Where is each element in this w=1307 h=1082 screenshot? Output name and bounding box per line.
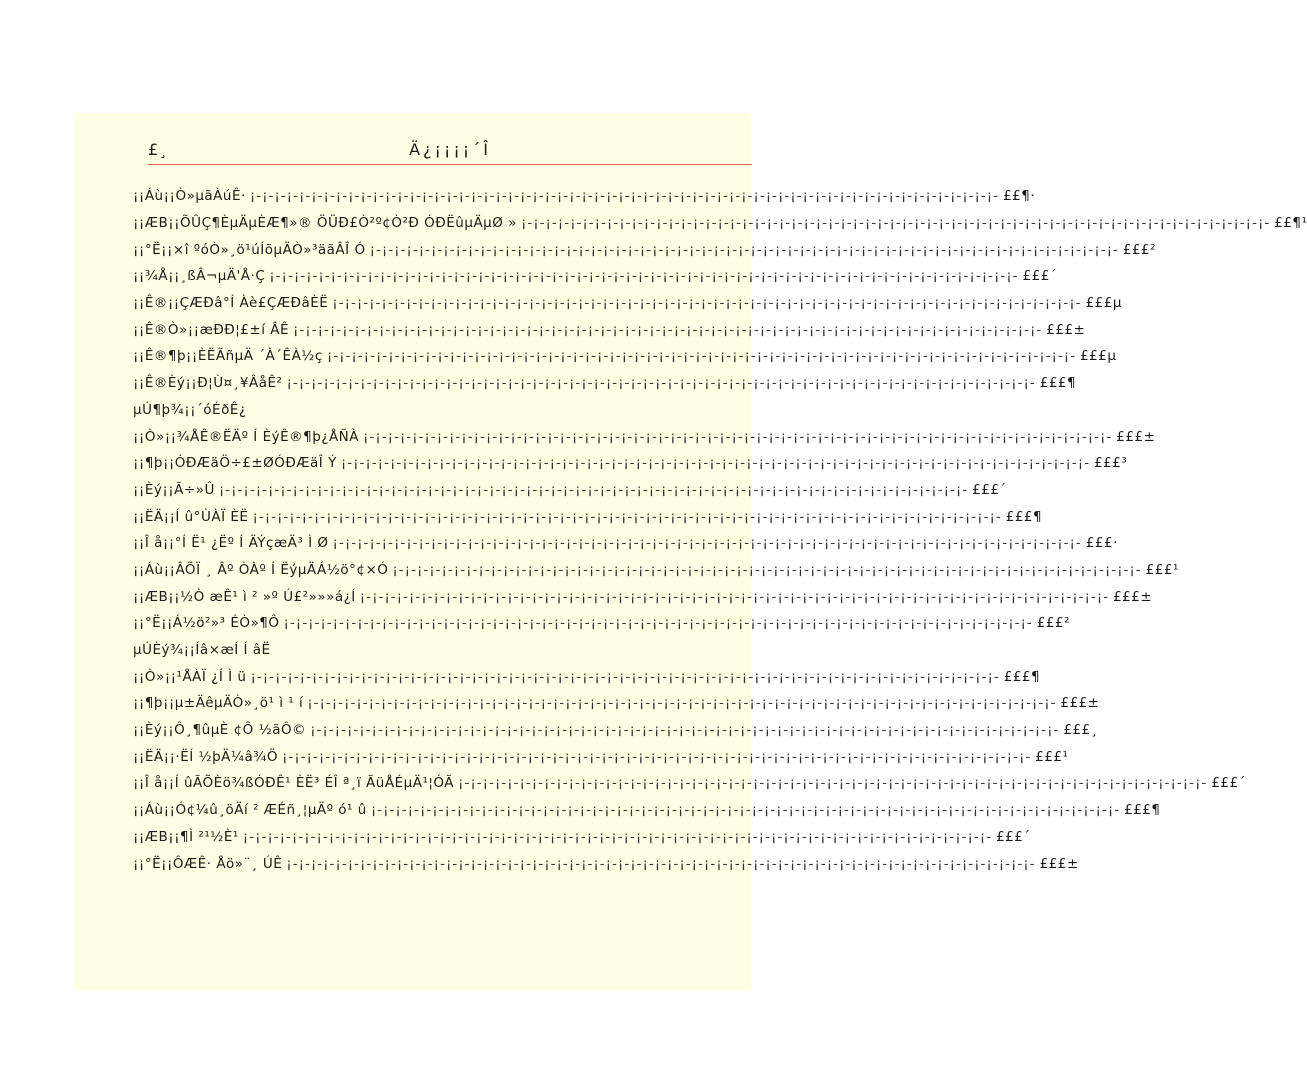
toc-entry-page-number: £££² [1122,241,1157,258]
toc-dot-leader: ¡-¡-¡-¡-¡-¡-¡-¡-¡-¡-¡-¡-¡-¡-¡-¡-¡-¡-¡-¡-¡-¡-¡-¡-¡-¡-¡-¡-¡-¡-¡-¡-¡-¡-¡-¡-¡-¡-¡-¡-¡-¡-¡-¡-¡-¡-¡-¡-¡-¡-¡-¡-¡-¡-¡-¡-¡-¡-¡-¡-¡- [250,668,1000,685]
toc-entry-title: ¡¡Ò»¡¡¹ÅÀÏ ¿Í Ì ü [133,668,247,685]
toc-entry[interactable] [133,850,1079,877]
toc-entry-page-number: £££´ [972,481,1007,498]
toc-dot-leader: ¡-¡-¡-¡-¡-¡-¡-¡-¡-¡-¡-¡-¡-¡-¡-¡-¡-¡-¡-¡-¡-¡-¡-¡-¡-¡-¡-¡-¡-¡-¡-¡-¡-¡-¡-¡-¡-¡-¡-¡-¡-¡-¡-¡-¡-¡-¡-¡-¡-¡-¡-¡-¡-¡-¡-¡-¡-¡-¡-¡-¡- [332,535,1082,552]
toc-dot-leader: ¡-¡-¡-¡-¡-¡-¡-¡-¡-¡-¡-¡-¡-¡-¡-¡-¡-¡-¡-¡-¡-¡-¡-¡-¡-¡-¡-¡-¡-¡-¡-¡-¡-¡-¡-¡-¡-¡-¡-¡-¡-¡-¡-¡-¡-¡-¡-¡-¡-¡-¡-¡-¡-¡-¡-¡-¡-¡-¡-¡-¡- [281,748,1032,765]
toc-entry-title: ¡¡¶þ¡¡µ±ÄêµÄÒ»¸ö¹ ì ¹ í [133,695,304,712]
toc-entry[interactable] [133,183,1036,210]
toc-entry-title: ¡¡Áù¡¡ÂÕÏ ¸ Âº ÒÀº Í ËýµÄÁ½ö°¢×Ó [133,561,389,578]
toc-dot-leader: ¡-¡-¡-¡-¡-¡-¡-¡-¡-¡-¡-¡-¡-¡-¡-¡-¡-¡-¡-¡-¡-¡-¡-¡-¡-¡-¡-¡-¡-¡-¡-¡-¡-¡-¡-¡-¡-¡-¡-¡-¡-¡-¡-¡-¡-¡-¡-¡-¡-¡-¡-¡-¡-¡-¡-¡-¡-¡-¡-¡-¡- [520,215,1271,232]
toc-entry-title: ¡¡Ò»¡¡¾ÅÊ®ËÄº Í ÈýÊ®¶þ¿ÅÑÀ [133,428,360,445]
toc-entry-title: ¡¡Ê®Ò»¡¡æÐÐ¦£±í ÂÊ [133,321,289,338]
toc-entry-page-number: ££¶¹ [1274,215,1307,232]
toc-entry-title: ¡¡Ê®Èý¡¡Ð¦Ù¤¸¥ÂåÊ² [133,375,283,392]
toc-entry-title: ¡¡Î å¡¡Í ûÃÕÈö¾ßÓÐÊ¹ ÈË³ ÉÎ ª¸ï ÃüÅÉµÄ¹¦ÓÃ [133,775,455,792]
page-heading: Ä¿¡¡¡¡´Î [409,140,491,159]
toc-entry[interactable] [133,690,1100,717]
toc-entry-title: ¡¡¶þ¡¡ÓÐÆäÖ÷£±ØÓÐÆäÎ Ý [133,455,337,472]
toc-dot-leader: ¡-¡-¡-¡-¡-¡-¡-¡-¡-¡-¡-¡-¡-¡-¡-¡-¡-¡-¡-¡-¡-¡-¡-¡-¡-¡-¡-¡-¡-¡-¡-¡-¡-¡-¡-¡-¡-¡-¡-¡-¡-¡-¡-¡-¡-¡-¡-¡-¡-¡-¡-¡-¡-¡-¡-¡-¡-¡-¡-¡-¡- [332,295,1082,312]
toc-entry-page-number: £££µ [1080,348,1117,365]
toc-entry-page-number: ££¶· [1003,188,1036,205]
toc-entry-title: ¡¡ÆB¡¡¶Ì ²¹½È¹ [133,828,239,845]
toc-entry-title: ¡¡ËÄ¡¡·ËÍ ½þÄ¼â¾Ö [133,748,278,765]
toc-entry[interactable] [133,370,1077,397]
toc-dot-leader: ¡-¡-¡-¡-¡-¡-¡-¡-¡-¡-¡-¡-¡-¡-¡-¡-¡-¡-¡-¡-¡-¡-¡-¡-¡-¡-¡-¡-¡-¡-¡-¡-¡-¡-¡-¡-¡-¡-¡-¡-¡-¡-¡-¡-¡-¡-¡-¡-¡-¡-¡-¡-¡-¡-¡-¡-¡-¡-¡-¡-¡- [286,855,1036,872]
toc-entry-title: ¡¡°Ë¡¡×î ºóÒ»¸ö¹úÍõµÄÒ»³äãÂÎ Ó [133,241,366,258]
page-header [148,138,752,165]
toc-entry[interactable] [133,343,1117,370]
toc-entry-title: ¡¡ËÄ¡¡Í û°ÙÀÏ ÈË [133,508,249,525]
toc-entry-page-number: £££´ [1211,775,1246,792]
toc-entry-title: ¡¡Áù¡¡Ò»µãÀúÊ· [133,188,246,205]
toc-dot-leader: ¡-¡-¡-¡-¡-¡-¡-¡-¡-¡-¡-¡-¡-¡-¡-¡-¡-¡-¡-¡-¡-¡-¡-¡-¡-¡-¡-¡-¡-¡-¡-¡-¡-¡-¡-¡-¡-¡-¡-¡-¡-¡-¡-¡-¡-¡-¡-¡-¡-¡-¡-¡-¡-¡-¡-¡-¡-¡-¡-¡-¡- [249,188,1000,205]
table-of-contents [133,183,1307,877]
toc-entry[interactable] [133,530,1118,557]
toc-dot-leader: ¡-¡-¡-¡-¡-¡-¡-¡-¡-¡-¡-¡-¡-¡-¡-¡-¡-¡-¡-¡-¡-¡-¡-¡-¡-¡-¡-¡-¡-¡-¡-¡-¡-¡-¡-¡-¡-¡-¡-¡-¡-¡-¡-¡-¡-¡-¡-¡-¡-¡-¡-¡-¡-¡-¡-¡-¡-¡-¡-¡-¡- [283,615,1033,632]
toc-entry-title: ¡¡°Ë¡¡ÔÆÊ· Åö»¨¸ ÚÊ [133,855,283,872]
toc-entry[interactable] [133,717,1098,744]
toc-entry[interactable] [133,743,1069,770]
toc-entry[interactable] [133,477,1007,504]
toc-entry-page-number: £££¶ [1124,802,1161,819]
toc-entry-page-number: £££¹ [1035,748,1069,765]
page-number: £¸ [148,140,169,159]
toc-entry-title: ¡¡¾Å¡¡¸ßÂ¬µÄ'Å·Ç [133,268,266,285]
toc-entry-page-number: £££¹ [1145,561,1179,578]
toc-dot-leader: ¡-¡-¡-¡-¡-¡-¡-¡-¡-¡-¡-¡-¡-¡-¡-¡-¡-¡-¡-¡-¡-¡-¡-¡-¡-¡-¡-¡-¡-¡-¡-¡-¡-¡-¡-¡-¡-¡-¡-¡-¡-¡-¡-¡-¡-¡-¡-¡-¡-¡-¡-¡-¡-¡-¡-¡-¡-¡-¡-¡-¡- [370,802,1121,819]
toc-entry-page-number: £££¶ [1003,668,1041,685]
toc-entry-title: ¡¡Ê®¡¡ÇÆÐâ°Í Àè£ÇÆÐâÈË [133,295,329,312]
toc-entry-page-number: £££± [1060,695,1100,712]
toc-dot-leader: ¡-¡-¡-¡-¡-¡-¡-¡-¡-¡-¡-¡-¡-¡-¡-¡-¡-¡-¡-¡-¡-¡-¡-¡-¡-¡-¡-¡-¡-¡-¡-¡-¡-¡-¡-¡-¡-¡-¡-¡-¡-¡-¡-¡-¡-¡-¡-¡-¡-¡-¡-¡-¡-¡-¡-¡-¡-¡-¡-¡-¡- [307,695,1057,712]
toc-entry-title: ¡¡ÆB¡¡½Ò æÊ¹ ì ² »º Ú£²»»»á¿Í [133,588,356,605]
toc-entry-page-number: £££± [1046,321,1086,338]
toc-entry-page-number: £££± [1039,855,1079,872]
toc-entry-title: ¡¡Èý¡¡Ã÷»Û [133,481,215,498]
toc-entry[interactable] [133,236,1157,263]
toc-section-heading: µÚ¶þ¾¡¡´óÉðÊ¿ [133,401,247,418]
toc-entry-title: ¡¡°Ë¡¡Á½ö²»³ ÉÒ»¶Ô [133,615,280,632]
toc-entry[interactable] [133,557,1179,584]
toc-entry-page-number: £££± [1113,588,1153,605]
toc-entry[interactable] [133,423,1156,450]
toc-entry[interactable] [133,610,1070,637]
toc-entry-page-number: £££´ [1022,268,1058,285]
toc-dot-leader: ¡-¡-¡-¡-¡-¡-¡-¡-¡-¡-¡-¡-¡-¡-¡-¡-¡-¡-¡-¡-¡-¡-¡-¡-¡-¡-¡-¡-¡-¡-¡-¡-¡-¡-¡-¡-¡-¡-¡-¡-¡-¡-¡-¡-¡-¡-¡-¡-¡-¡-¡-¡-¡-¡-¡-¡-¡-¡-¡-¡-¡- [242,828,993,845]
toc-entry-page-number: £££¶ [1039,375,1077,392]
toc-entry-page-number: £££¶ [1005,508,1043,525]
toc-dot-leader: ¡-¡-¡-¡-¡-¡-¡-¡-¡-¡-¡-¡-¡-¡-¡-¡-¡-¡-¡-¡-¡-¡-¡-¡-¡-¡-¡-¡-¡-¡-¡-¡-¡-¡-¡-¡-¡-¡-¡-¡-¡-¡-¡-¡-¡-¡-¡-¡-¡-¡-¡-¡-¡-¡-¡-¡-¡-¡-¡-¡-¡- [310,722,1060,739]
page [74,113,1307,990]
toc-entry-page-number: £££³ [1094,455,1128,472]
toc-entry[interactable] [133,290,1122,317]
toc-dot-leader: ¡-¡-¡-¡-¡-¡-¡-¡-¡-¡-¡-¡-¡-¡-¡-¡-¡-¡-¡-¡-¡-¡-¡-¡-¡-¡-¡-¡-¡-¡-¡-¡-¡-¡-¡-¡-¡-¡-¡-¡-¡-¡-¡-¡-¡-¡-¡-¡-¡-¡-¡-¡-¡-¡-¡-¡-¡-¡-¡-¡-¡- [252,508,1002,525]
toc-dot-leader: ¡-¡-¡-¡-¡-¡-¡-¡-¡-¡-¡-¡-¡-¡-¡-¡-¡-¡-¡-¡-¡-¡-¡-¡-¡-¡-¡-¡-¡-¡-¡-¡-¡-¡-¡-¡-¡-¡-¡-¡-¡-¡-¡-¡-¡-¡-¡-¡-¡-¡-¡-¡-¡-¡-¡-¡-¡-¡-¡-¡-¡- [286,375,1036,392]
toc-entry[interactable] [133,263,1058,290]
toc-entry[interactable] [133,583,1153,610]
toc-dot-leader: ¡-¡-¡-¡-¡-¡-¡-¡-¡-¡-¡-¡-¡-¡-¡-¡-¡-¡-¡-¡-¡-¡-¡-¡-¡-¡-¡-¡-¡-¡-¡-¡-¡-¡-¡-¡-¡-¡-¡-¡-¡-¡-¡-¡-¡-¡-¡-¡-¡-¡-¡-¡-¡-¡-¡-¡-¡-¡-¡-¡-¡- [326,348,1077,365]
toc-entry[interactable] [133,503,1043,530]
toc-entry-page-number: £££´ [996,828,1031,845]
toc-dot-leader: ¡-¡-¡-¡-¡-¡-¡-¡-¡-¡-¡-¡-¡-¡-¡-¡-¡-¡-¡-¡-¡-¡-¡-¡-¡-¡-¡-¡-¡-¡-¡-¡-¡-¡-¡-¡-¡-¡-¡-¡-¡-¡-¡-¡-¡-¡-¡-¡-¡-¡-¡-¡-¡-¡-¡-¡-¡-¡-¡-¡-¡- [458,775,1208,792]
toc-entry-title: ¡¡Èý¡¡Ô¸¶ûµÈ ¢Ô ½ãÔ© [133,722,307,739]
toc-entry-page-number: £££µ [1085,295,1122,312]
toc-dot-leader: ¡-¡-¡-¡-¡-¡-¡-¡-¡-¡-¡-¡-¡-¡-¡-¡-¡-¡-¡-¡-¡-¡-¡-¡-¡-¡-¡-¡-¡-¡-¡-¡-¡-¡-¡-¡-¡-¡-¡-¡-¡-¡-¡-¡-¡-¡-¡-¡-¡-¡-¡-¡-¡-¡-¡-¡-¡-¡-¡-¡-¡- [218,481,969,498]
toc-entry[interactable] [133,210,1307,237]
toc-dot-leader: ¡-¡-¡-¡-¡-¡-¡-¡-¡-¡-¡-¡-¡-¡-¡-¡-¡-¡-¡-¡-¡-¡-¡-¡-¡-¡-¡-¡-¡-¡-¡-¡-¡-¡-¡-¡-¡-¡-¡-¡-¡-¡-¡-¡-¡-¡-¡-¡-¡-¡-¡-¡-¡-¡-¡-¡-¡-¡-¡-¡-¡- [392,561,1142,578]
toc-entry[interactable] [133,824,1031,851]
toc-entry[interactable] [133,797,1161,824]
toc-entry[interactable] [133,770,1246,797]
toc-dot-leader: ¡-¡-¡-¡-¡-¡-¡-¡-¡-¡-¡-¡-¡-¡-¡-¡-¡-¡-¡-¡-¡-¡-¡-¡-¡-¡-¡-¡-¡-¡-¡-¡-¡-¡-¡-¡-¡-¡-¡-¡-¡-¡-¡-¡-¡-¡-¡-¡-¡-¡-¡-¡-¡-¡-¡-¡-¡-¡-¡-¡-¡- [359,588,1110,605]
toc-dot-leader: ¡-¡-¡-¡-¡-¡-¡-¡-¡-¡-¡-¡-¡-¡-¡-¡-¡-¡-¡-¡-¡-¡-¡-¡-¡-¡-¡-¡-¡-¡-¡-¡-¡-¡-¡-¡-¡-¡-¡-¡-¡-¡-¡-¡-¡-¡-¡-¡-¡-¡-¡-¡-¡-¡-¡-¡-¡-¡-¡-¡-¡- [369,241,1119,258]
toc-entry-page-number: £££² [1036,615,1070,632]
toc-entry-title: ¡¡Î å¡¡°Í Ë¹ ¿Ëº Í ÄÝçæÄ³ Ì Ø [133,535,329,552]
toc-entry-title: ¡¡Áù¡¡Ó¢¼û¸öÄí ² ÆÉñ¸¦µÄº ó¹ û [133,802,367,819]
toc-entry-title: ¡¡Ê®¶þ¡¡ÈËÃñµÄ ´À´ÊÀ½ç [133,348,323,365]
toc-section-heading: µÚÈý¾¡¡Íâ×æÍ Í âË [133,642,271,659]
toc-entry[interactable] [133,316,1086,343]
toc-entry-page-number: £££¸ [1063,722,1098,739]
toc-entry-title: ¡¡ÆB¡¡ÕÛÇ¶ÈµÄµÈÆ¶»® ÖÜÐ£Ò²º¢Ò²Ð ÓÐËûµÄµØ » [133,215,517,232]
toc-dot-leader: ¡-¡-¡-¡-¡-¡-¡-¡-¡-¡-¡-¡-¡-¡-¡-¡-¡-¡-¡-¡-¡-¡-¡-¡-¡-¡-¡-¡-¡-¡-¡-¡-¡-¡-¡-¡-¡-¡-¡-¡-¡-¡-¡-¡-¡-¡-¡-¡-¡-¡-¡-¡-¡-¡-¡-¡-¡-¡-¡-¡-¡- [340,455,1091,472]
toc-entry[interactable] [133,663,1041,690]
toc-entry[interactable] [133,450,1128,477]
toc-entry-page-number: £££± [1116,428,1156,445]
toc-dot-leader: ¡-¡-¡-¡-¡-¡-¡-¡-¡-¡-¡-¡-¡-¡-¡-¡-¡-¡-¡-¡-¡-¡-¡-¡-¡-¡-¡-¡-¡-¡-¡-¡-¡-¡-¡-¡-¡-¡-¡-¡-¡-¡-¡-¡-¡-¡-¡-¡-¡-¡-¡-¡-¡-¡-¡-¡-¡-¡-¡-¡-¡- [363,428,1113,445]
toc-entry-page-number: £££· [1085,535,1118,552]
toc-dot-leader: ¡-¡-¡-¡-¡-¡-¡-¡-¡-¡-¡-¡-¡-¡-¡-¡-¡-¡-¡-¡-¡-¡-¡-¡-¡-¡-¡-¡-¡-¡-¡-¡-¡-¡-¡-¡-¡-¡-¡-¡-¡-¡-¡-¡-¡-¡-¡-¡-¡-¡-¡-¡-¡-¡-¡-¡-¡-¡-¡-¡-¡- [293,321,1043,338]
toc-dot-leader: ¡-¡-¡-¡-¡-¡-¡-¡-¡-¡-¡-¡-¡-¡-¡-¡-¡-¡-¡-¡-¡-¡-¡-¡-¡-¡-¡-¡-¡-¡-¡-¡-¡-¡-¡-¡-¡-¡-¡-¡-¡-¡-¡-¡-¡-¡-¡-¡-¡-¡-¡-¡-¡-¡-¡-¡-¡-¡-¡-¡-¡- [269,268,1019,285]
